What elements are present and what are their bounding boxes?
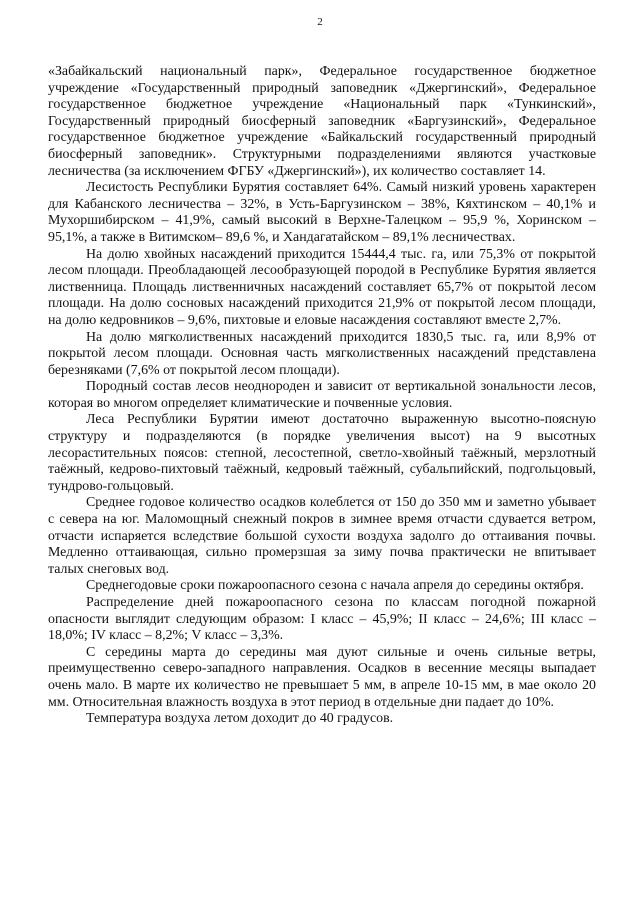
paragraph-4: На долю мягколиственных насаждений приходится 1830,5 тыс. га, или 8,9% от покрытой лесом площади. Основная часть мягколиственных насаждений представлена березняками (7,6% от покрытой лесом площади).	[48, 329, 596, 378]
body-text	[48, 64, 596, 728]
paragraph-9: Распределение дней пожароопасного сезона по классам погодной пожарной опасности выглядит следующим образом: I класс – 45,9%; II класс – 24,6%; III класс – 18,0%; IV класс – 8,2%; V класс – 3,3%.	[48, 595, 596, 644]
paragraph-1: «Забайкальский национальный парк», Федеральное государственное бюджетное учреждение «Государственный природный заповедник «Джергинский», Федеральное государственное бюджетное учреждение «Национальный парк «Тункинский», Государственный природный биосферный заповедник «Баргузинский», Федеральное государственное бюджетное учреждение «Байкальский государственный природный биосферный заповедник». Структурными подразделениями являются участковые лесничества (за исключением ФГБУ «Джергинский»), их количество составляет 14.	[48, 64, 596, 179]
paragraph-8: Среднегодовые сроки пожароопасного сезона с начала апреля до середины октября.	[86, 578, 584, 594]
paragraph-3: На долю хвойных насаждений приходится 15444,4 тыс. га, или 75,3% от покрытой лесом площади. Преобладающей лесообразующей породой в Республике Бурятия является лиственница. Площадь лиственничных насаждений составляет 65,7% от покрытой лесом площади. На долю сосновых насаждений приходится 21,9% от покрытой лесом площади, на долю кедровников – 9,6%, пихтовые и еловые насаждения составляют вместе 2,7%.	[48, 246, 596, 328]
paragraph-7: Среднее годовое количество осадков колеблется от 150 до 350 мм и заметно убывает с севера на юг. Маломощный снежный покров в зимнее время отчасти сдувается ветром, отчасти испаряется вследствие большой сухости воздуха задолго до оттаивания почвы. Медленно оттаивающая, сильно промерзшая за зиму почва практически не впитывает талых снеговых вод.	[48, 495, 596, 577]
paragraph-6: Леса Республики Бурятии имеют достаточно выраженную высотно-поясную структуру и подразделяются (в порядке увеличения высот) на 9 высотных лесорастительных поясов: степной, лесостепной, светло-хвойный таёжный, мерзлотный таёжный, кедрово-пихтовый таёжный, кедровый таёжный, субальпийский, подгольцовый, тундрово-гольцовый.	[48, 412, 596, 494]
paragraph-5: Породный состав лесов неоднороден и зависит от вертикальной зональности лесов, которая во многом определяет климатические и почвенные условия.	[48, 379, 596, 411]
paragraph-10: С середины марта до середины мая дуют сильные и очень сильные ветры, преимущественно северо-западного направления. Осадков в весенние месяцы выпадает очень мало. В марте их количество не превышает 5 мм, в апреле 10-15 мм, в мае около 20 мм. Относительная влажность воздуха в этот период в отдельные дни падает до 10%.	[48, 644, 596, 710]
paragraph-11: Температура воздуха летом доходит до 40 градусов.	[86, 711, 394, 727]
page-number: 2	[317, 16, 323, 28]
paragraph-2: Лесистость Республики Бурятия составляет 64%. Самый низкий уровень характерен для Кабанского лесничества – 32%, в Усть-Баргузинском – 38%, Кяхтинском – 40,1% и Мухоршибирском – 41,9%, самый высокий в Верхне-Талецком – 95,9 %, Хоринском – 95,1%, а также в Витимском– 89,6 %, и Хандагатайском – 89,1% лесничествах.	[48, 180, 596, 245]
